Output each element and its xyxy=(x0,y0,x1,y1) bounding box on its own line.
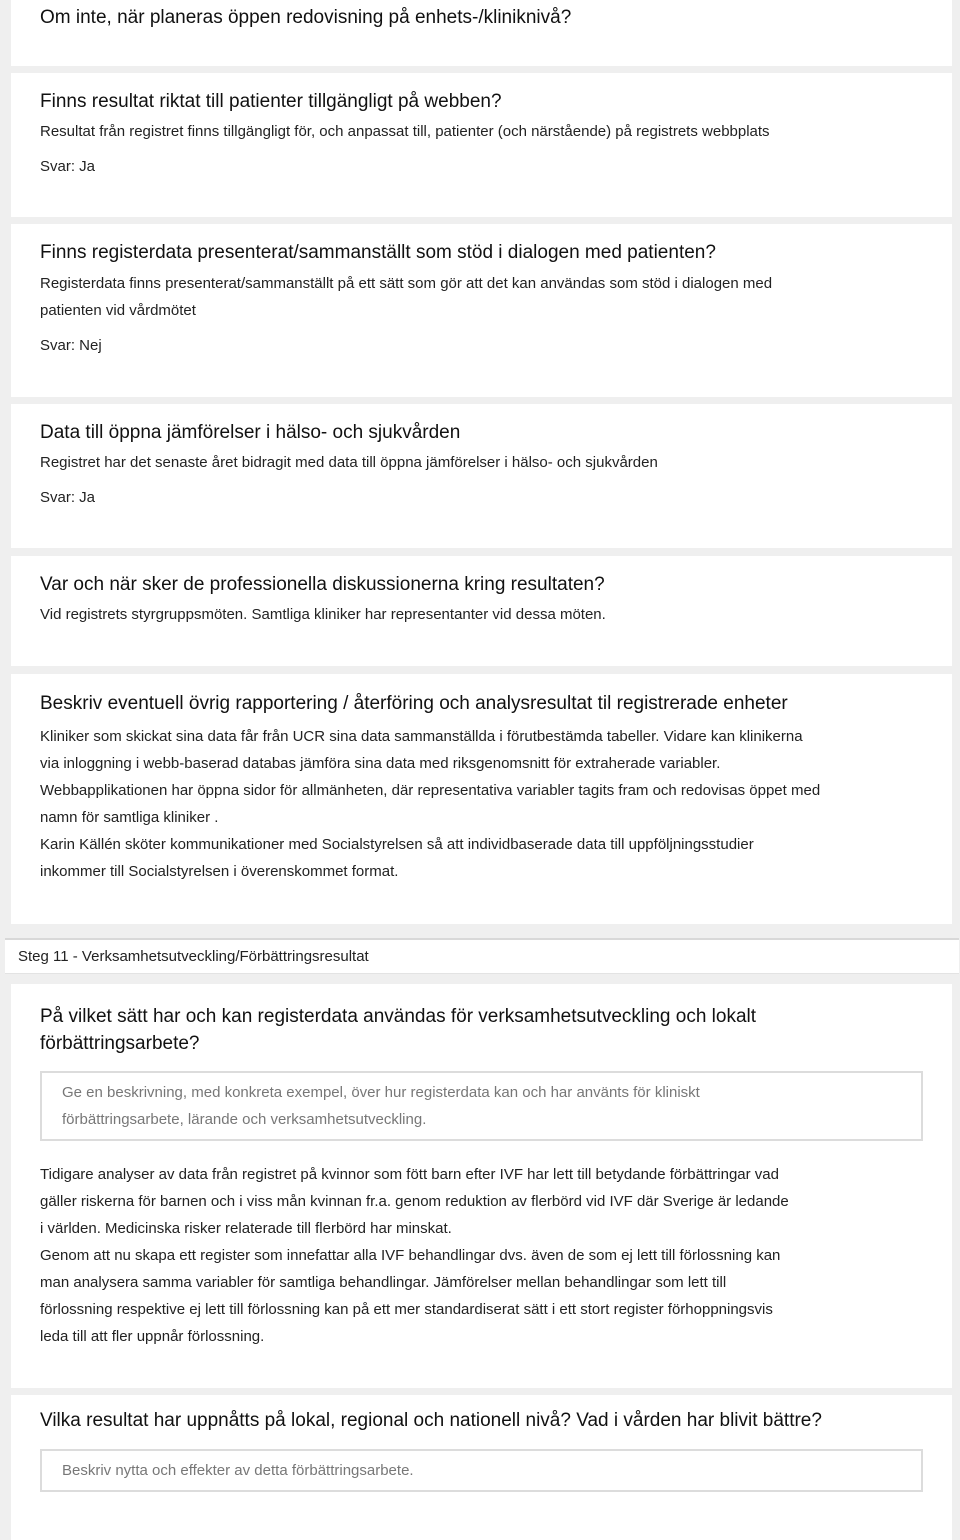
answer-text: Vid registrets styrgruppsmöten. Samtliga kliniker har representanter vid dessa möten. xyxy=(40,606,606,623)
question-card-verksamhet xyxy=(11,984,952,1388)
section-header-steg-11: Steg 11 - Verksamhetsutveckling/Förbättringsresultat xyxy=(5,938,959,974)
question-title: förbättringsarbete? xyxy=(40,1033,200,1054)
hint-box xyxy=(40,1071,923,1141)
question-card-patienter xyxy=(11,73,952,217)
answer-text: Svar: Ja xyxy=(40,158,96,175)
question-title: Finns resultat riktat till patienter tillgängligt på webben? xyxy=(40,91,502,112)
answer-line: inkommer till Socialstyrelsen i överenskommet format. xyxy=(40,863,399,880)
answer-text: Svar: Nej xyxy=(40,337,102,354)
question-title: Var och när sker de professionella diskussionerna kring resultaten? xyxy=(40,574,605,595)
question-description: Resultat från registret finns tillgängligt för, och anpassat till, patienter (och närstående) på registrets webbplats xyxy=(40,123,770,140)
answer-line: Webbapplikationen har öppna sidor för allmänheten, där representativa variabler tagits fram och redovisas öppet med xyxy=(40,782,821,799)
question-title: Vilka resultat har uppnåtts på lokal, regional och nationell nivå? Vad i vården har blivit bättre? xyxy=(40,1410,822,1431)
answer-line: Karin Källén sköter kommunikationer med Socialstyrelsen så att individbaserade data till uppföljningsstudier xyxy=(40,836,754,853)
question-title: Data till öppna jämförelser i hälso- och sjukvården xyxy=(40,422,461,443)
question-title: Om inte, när planeras öppen redovisning på enhets-/kliniknivå? xyxy=(40,7,572,28)
answer-line: man analysera samma variabler för samtliga behandlingar. Jämförelser mellan behandlingar som lett till xyxy=(40,1274,727,1291)
hint-text: förbättringsarbete, lärande och verksamhetsutveckling. xyxy=(62,1111,427,1128)
question-card-rapportering xyxy=(11,674,952,924)
answer-line: gäller riskerna för barnen och i viss mån kvinnan fr.a. genom reduktion av flerbörd vid IVF där Sverige är ledande xyxy=(40,1193,789,1210)
question-card-resultat xyxy=(11,1395,952,1540)
hint-box xyxy=(40,1449,923,1492)
question-title: På vilket sätt har och kan registerdata användas för verksamhetsutveckling och lokalt xyxy=(40,1006,757,1027)
answer-line: namn för samtliga kliniker . xyxy=(40,809,219,826)
answer-line: i världen. Medicinska risker relaterade till flerbörd har minskat. xyxy=(40,1220,452,1237)
answer-line: Tidigare analyser av data från registret på kvinnor som fött barn efter IVF har lett till betydande förbättringar vad xyxy=(40,1166,779,1183)
question-card-redovisning xyxy=(11,0,952,66)
question-card-diskussioner xyxy=(11,556,952,666)
answer-line: via inloggning i webb-baserad databas jämföra sina data med riksgenomsnitt för extraherade variabler. xyxy=(40,755,721,772)
answer-line: Genom att nu skapa ett register som innefattar alla IVF behandlingar dvs. även de som ej lett till förlossning kan xyxy=(40,1247,781,1264)
answer-line: leda till att fler uppnår förlossning. xyxy=(40,1328,265,1345)
question-title: Finns registerdata presenterat/sammanställt som stöd i dialogen med patienten? xyxy=(40,242,716,263)
hint-text: Ge en beskrivning, med konkreta exempel, över hur registerdata kan och har använts för kliniskt xyxy=(62,1084,700,1101)
answer-text: Svar: Ja xyxy=(40,489,96,506)
answer-line: Kliniker som skickat sina data får från UCR sina data sammanställda i förutbestämda tabeller. Vidare kan klinikerna xyxy=(40,728,803,745)
answer-line: förlossning respektive ej lett till förlossning kan på ett mer standardiserat sätt i ett stort register förhoppningsvis xyxy=(40,1301,773,1318)
question-card-dialog xyxy=(11,224,952,397)
question-description: Registerdata finns presenterat/sammanställt på ett sätt som gör att det kan användas som stöd i dialogen med xyxy=(40,275,773,292)
question-title: Beskriv eventuell övrig rapportering / återföring och analysresultat til registrerade enheter xyxy=(40,693,788,714)
question-description: Registret har det senaste året bidragit med data till öppna jämförelser i hälso- och sjukvården xyxy=(40,454,658,471)
question-card-jamforelser xyxy=(11,404,952,548)
hint-text: Beskriv nytta och effekter av detta förbättringsarbete. xyxy=(62,1462,414,1479)
question-description: patienten vid vårdmötet xyxy=(40,302,196,319)
